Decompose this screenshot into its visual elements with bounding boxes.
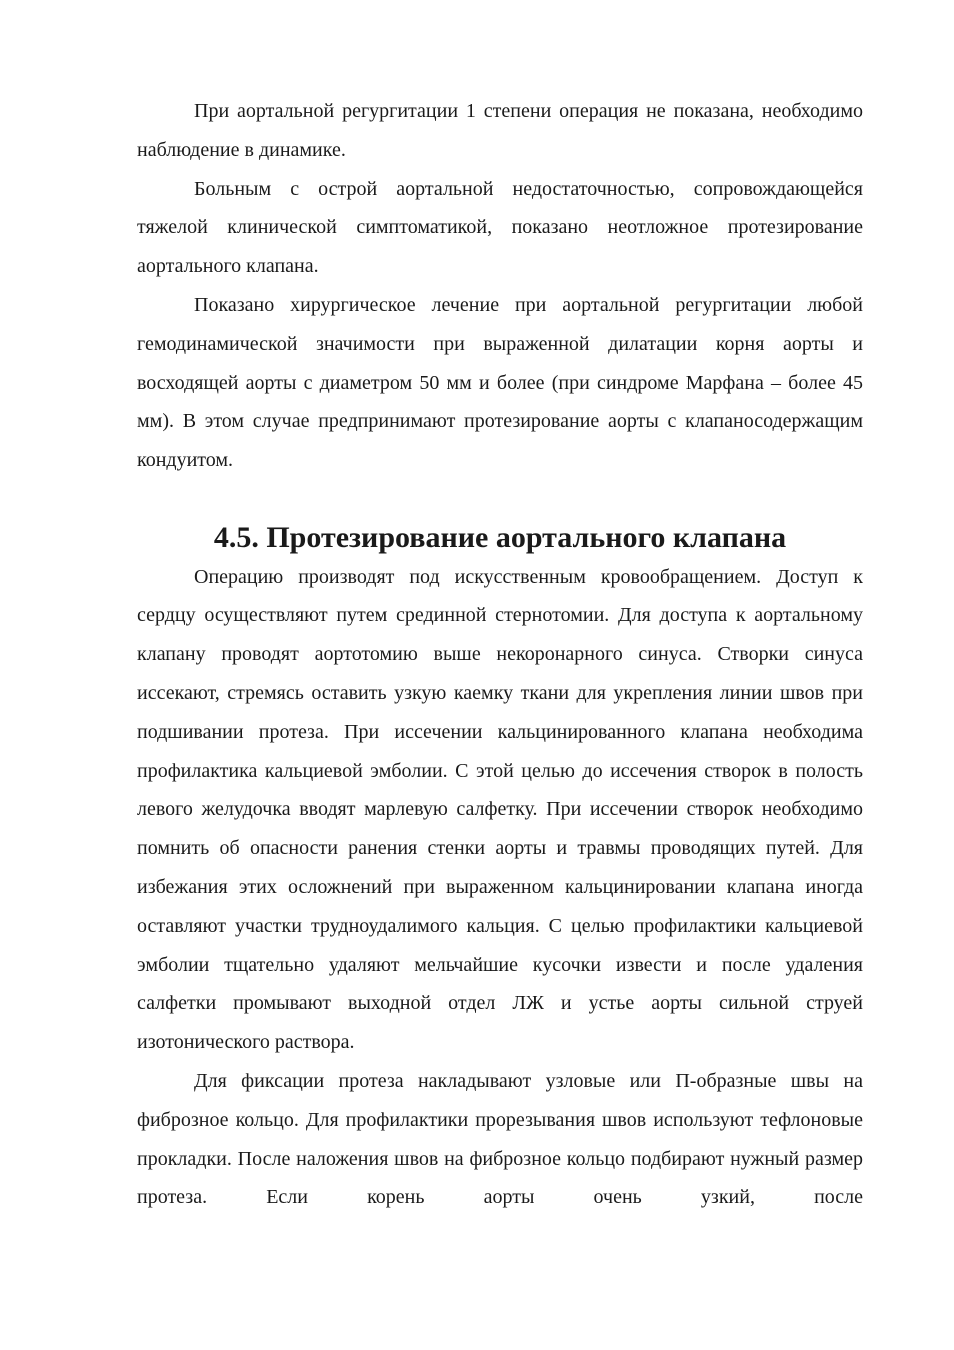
paragraph-regurgitation-grade-1: При аортальной регургитации 1 степени операция не показана, необходимо наблюдение в динамике. — [137, 100, 863, 161]
paragraph-operation-procedure: Операцию производят под искусственным кровообращением. Доступ к сердцу осуществляют путем срединной стернотомии. Для доступа к аортальному клапану проводят аортотомию выше некоронарного синуса. Створки синуса иссекают, стремясь оставить узкую каемку ткани для укрепления линии швов при подшивании протеза. При иссечении кальцинированного клапана необходима профилактика кальциевой эмболии. С этой целью до иссечения створок в полость левого желудочка вводят марлевую салфетку. При иссечении створок необходимо помнить об опасности ранения стенки аорты и травмы проводящих путей. Для избежания этих осложнений при выраженном кальцинировании клапана иногда оставляют участки трудноудалимого кальция. С целью профилактики кальциевой эмболии тщательно удаляют мельчайшие кусочки извести и после удаления салфетки промывают выходной отдел ЛЖ и устье аорты сильной струей изотонического раствора. — [137, 565, 863, 1054]
document-page — [137, 92, 863, 1217]
section-spacer — [137, 480, 863, 519]
paragraph-acute-insufficiency: Больным с острой аортальной недостаточностью, сопровождающейся тяжелой клинической симптоматикой, показано неотложное протезирование аортального клапана. — [137, 177, 863, 278]
section-heading: 4.5. Протезирование аортального клапана — [213, 520, 787, 554]
paragraph-prosthesis-fixation: Для фиксации протеза накладывают узловые или П-образные швы на фиброзное кольцо. Для профилактики прорезывания швов используют тефлоновые прокладки. После наложения швов на фиброзное кольцо подбирают нужный размер протеза. Если корень аорты очень узкий, после — [137, 1069, 863, 1209]
paragraph-surgical-indications: Показано хирургическое лечение при аортальной регургитации любой гемодинамической значимости при выраженной дилатации корня аорты и восходящей аорты с диаметром 50 мм и более (при синдроме Марфана – более 45 мм). В этом случае предпринимают протезирование аорты с клапаносодержащим кондуитом. — [137, 293, 863, 472]
